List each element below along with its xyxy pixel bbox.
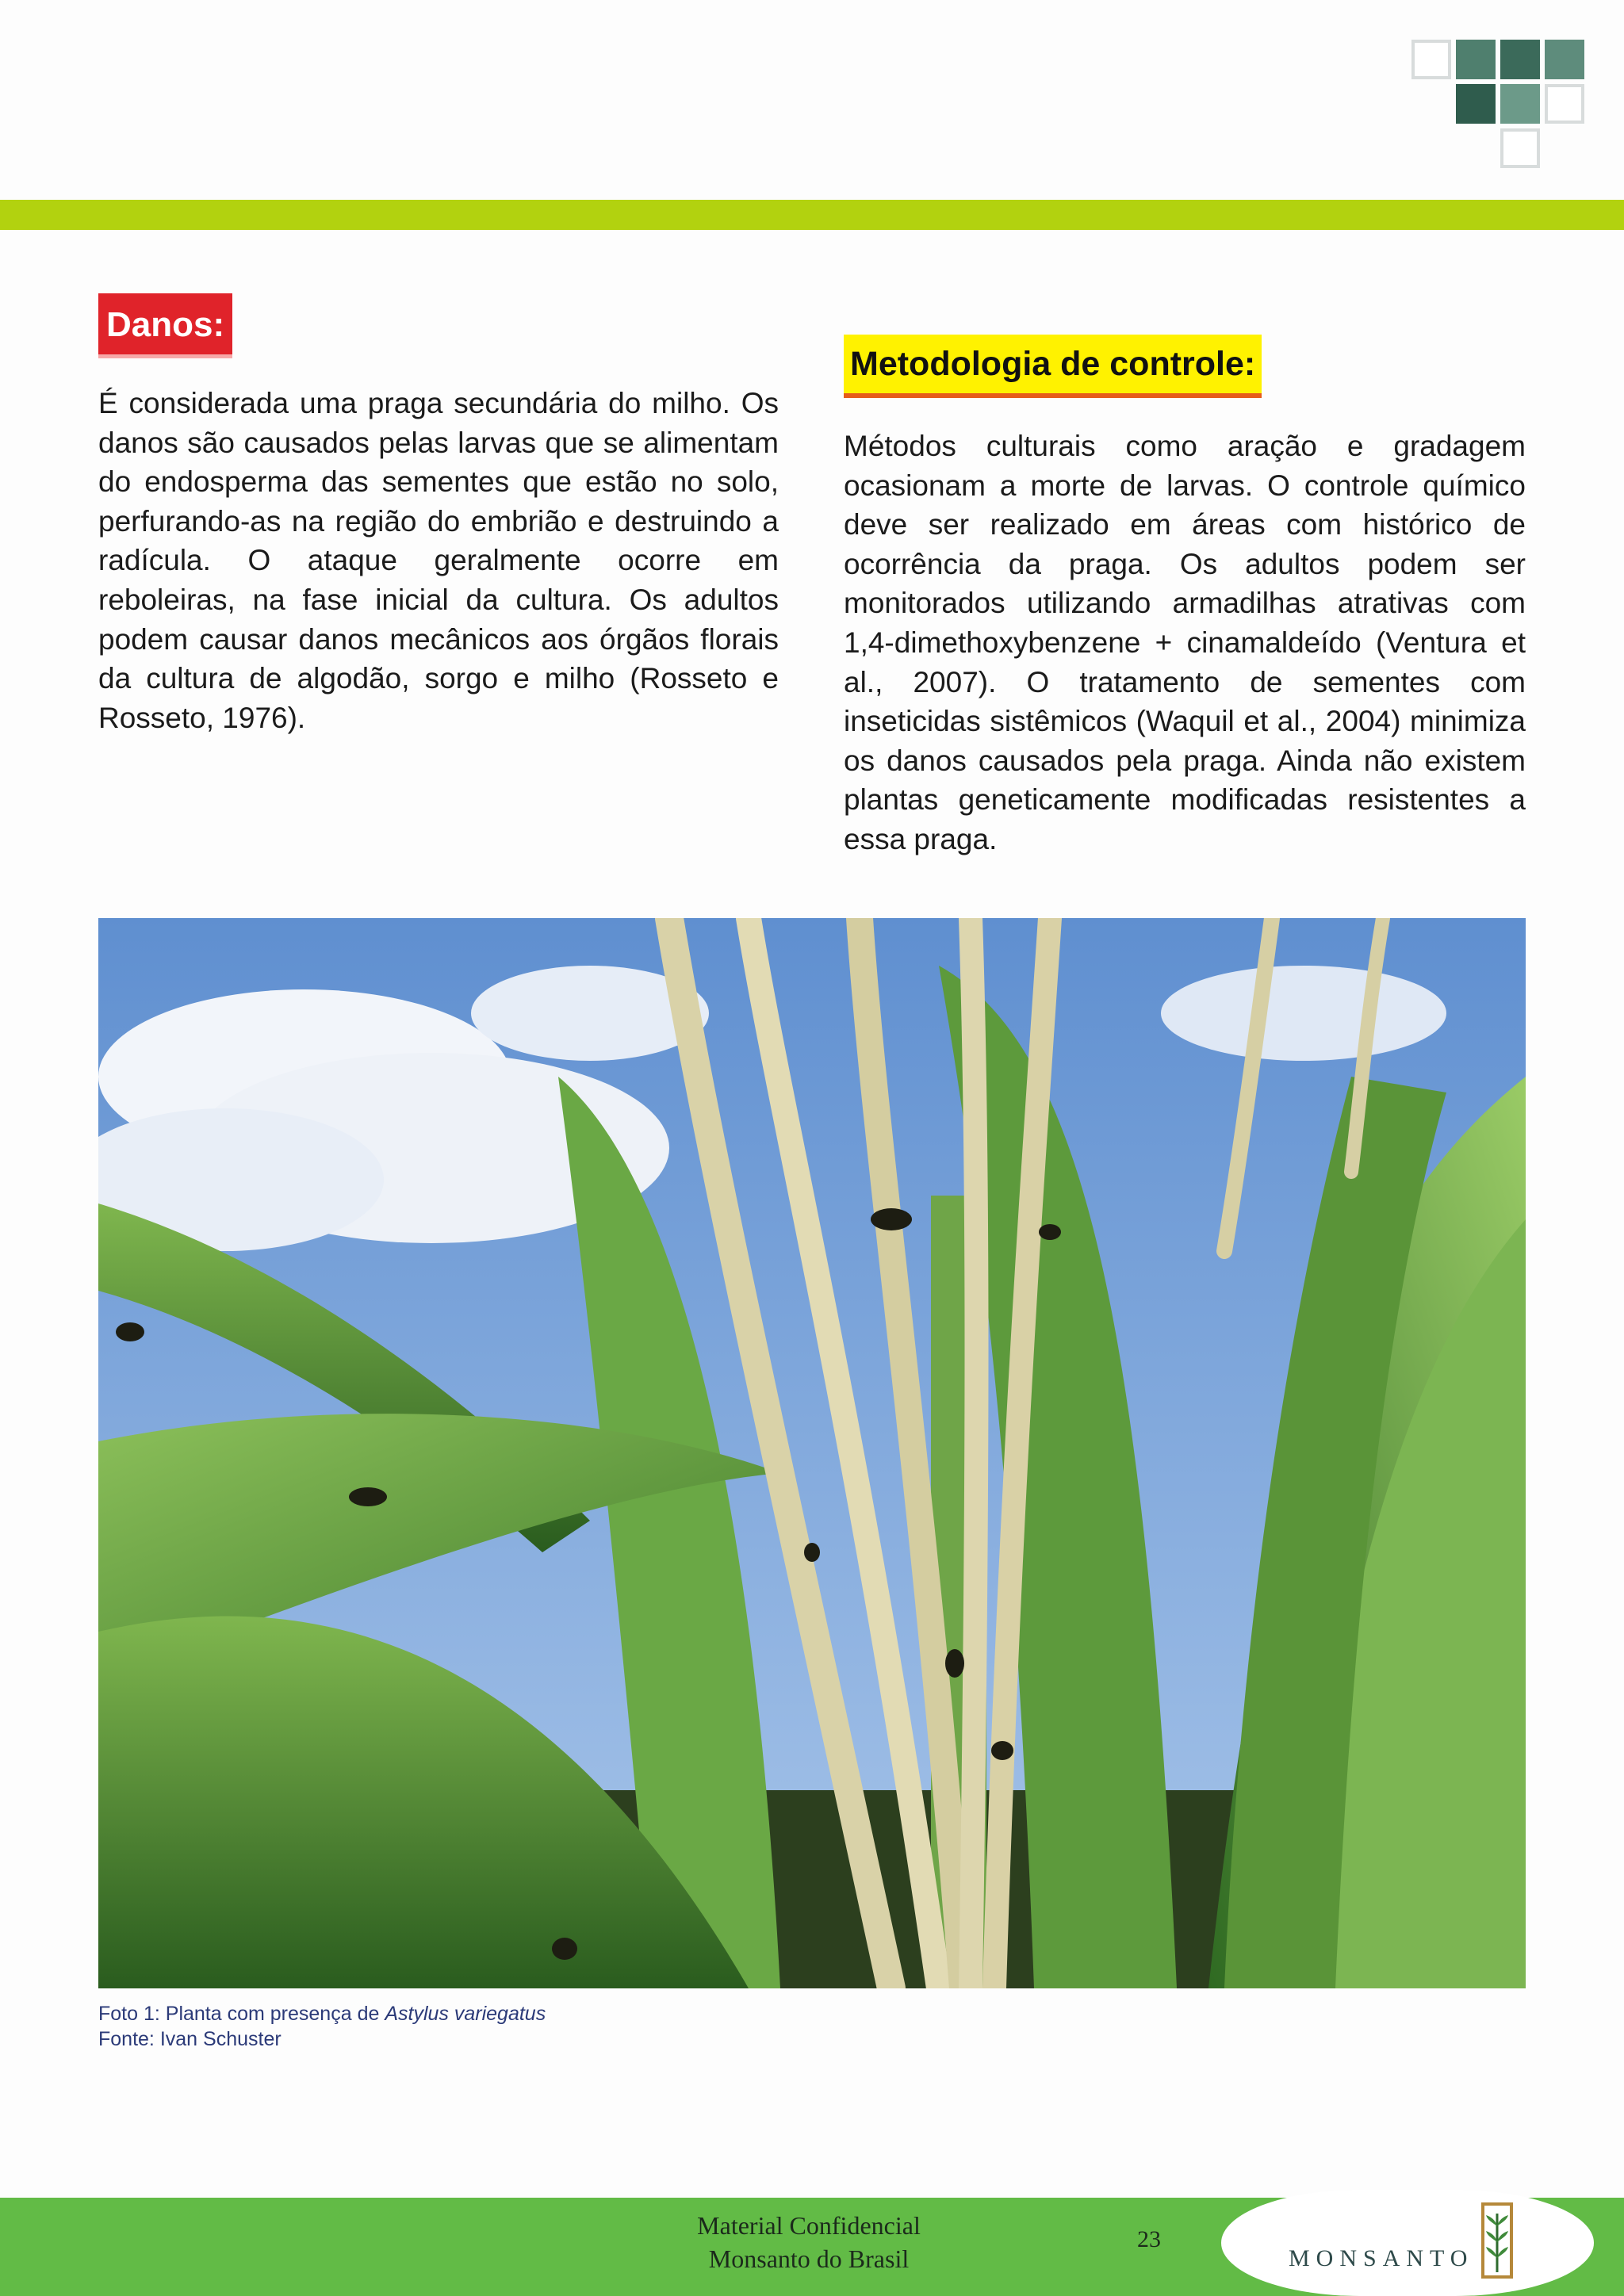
logo-square [1500, 84, 1540, 124]
danos-paragraph: É considerada uma praga secundária do milho. Os danos são causados pelas larvas que se alimentam do endosperma das sementes que estão no solo, perfurando-as na região do embrião e destruindo a radícula. O ataque geralmente ocorre em reboleiras, na fase inicial da cultura. Os adultos podem causar danos mecânicos aos órgãos florais da cultura de algodão, sorgo e milho (Rosseto e Rosseto, 1976). [98, 387, 779, 734]
logo-square [1500, 128, 1540, 168]
footer-line2: Monsanto do Brasil [708, 2244, 910, 2273]
caption-line [98, 2001, 546, 2026]
logo-square [1411, 40, 1451, 79]
footer-line1: Material Confidencial [697, 2211, 921, 2240]
photo-source: Fonte: Ivan Schuster [98, 2028, 282, 2050]
logo-square [1545, 84, 1584, 124]
metodologia-paragraph: Métodos culturais como aração e gradagem ocasionam a morte de larvas. O controle químico deve ser realizado em áreas com histórico de ocorrência da praga. Os adultos podem ser monitorados utilizando armadilhas atrativas com 1,4-dimethoxybenzene + cinamaldeído (Ventura et al., 2007). O tratamento de sementes com inseticidas sistêmicos (Waquil et al., 2004) minimiza os danos causados pela praga. Ainda não existem plantas geneticamente modificadas resistentes a essa praga. [844, 430, 1526, 855]
page-number: 23 [1137, 2226, 1161, 2252]
corn-plant-photo [98, 918, 1526, 1988]
photo-caption [98, 2001, 546, 2052]
caption-species: Astylus variegatus [385, 2003, 546, 2025]
metodologia-heading: Metodologia de controle: [844, 335, 1262, 398]
header-logo-grid [1411, 40, 1586, 179]
brand-oval [1221, 2190, 1594, 2296]
logo-square [1545, 40, 1584, 79]
logo-square [1456, 40, 1496, 79]
logo-square [1456, 84, 1496, 124]
header-accent-bar [0, 200, 1624, 230]
caption-prefix: Foto 1: Planta com presença de [98, 2003, 385, 2025]
monsanto-plant-icon [1481, 2202, 1513, 2279]
logo-square [1500, 40, 1540, 79]
footer-confidential [650, 2209, 967, 2275]
danos-heading: Danos: [98, 293, 232, 358]
monsanto-logo-text: MONSANTO [1289, 2245, 1474, 2271]
